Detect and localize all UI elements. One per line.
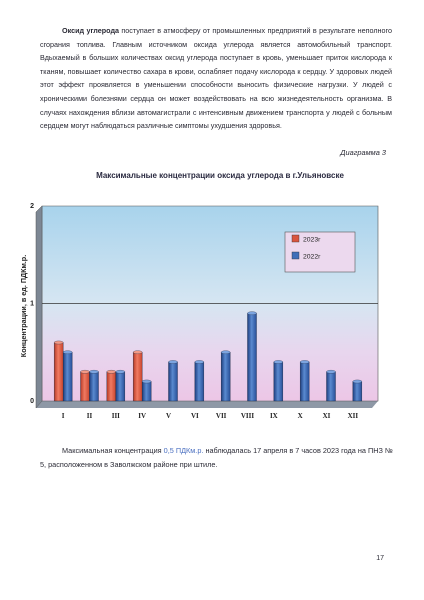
bar-2022г-I — [63, 352, 72, 401]
bar-top-2023г-IV — [133, 351, 142, 354]
bar-2022г-IX — [274, 362, 283, 401]
legend-swatch-2023г — [292, 235, 299, 242]
plot-floor — [36, 401, 378, 408]
bar-2022г-VIII — [248, 313, 257, 401]
bar-top-2022г-XII — [353, 380, 362, 383]
bar-top-2022г-VII — [221, 351, 230, 354]
bar-2023г-II — [81, 372, 90, 401]
bar-top-2022г-VIII — [248, 312, 257, 315]
y-tick-label: 2 — [30, 203, 34, 210]
bar-top-2022г-III — [116, 370, 125, 373]
bar-2022г-IV — [142, 382, 151, 402]
bar-2022г-X — [300, 362, 309, 401]
x-tick-label: XI — [322, 412, 331, 420]
paragraph-term: Оксид углерода — [62, 26, 119, 35]
caption-value: 0,5 ПДКм.р. — [163, 446, 204, 455]
x-tick-label: VIII — [240, 412, 255, 420]
bar-2023г-III — [107, 372, 116, 401]
bar-2022г-XII — [353, 382, 362, 402]
bar-2022г-III — [116, 372, 125, 401]
x-tick-label: VI — [190, 412, 199, 420]
bar-2023г-IV — [133, 352, 142, 401]
bar-2023г-I — [54, 343, 63, 402]
y-tick-label: 1 — [30, 300, 34, 308]
bar-top-2022г-VI — [195, 360, 204, 363]
bar-2022г-XI — [327, 372, 336, 401]
x-tick-label: X — [297, 412, 303, 420]
bar-top-2022г-IV — [142, 380, 151, 383]
x-tick-label: VII — [215, 412, 227, 420]
x-tick-label: II — [86, 412, 93, 420]
bar-2022г-VI — [195, 362, 204, 401]
legend-label-2022г: 2022г — [303, 253, 321, 261]
x-tick-label: XII — [347, 412, 359, 420]
chart-legend — [285, 232, 355, 272]
x-tick-label: III — [111, 412, 120, 420]
bar-top-2023г-III — [107, 370, 116, 373]
page-number: 17 — [376, 555, 384, 562]
x-tick-label: IV — [138, 412, 147, 420]
chart-title: Максимальные концентрации оксида углерода в г.Ульяновске — [96, 171, 344, 180]
bar-top-2022г-I — [63, 351, 72, 354]
y-axis-label: Концентрации, в ед. ПДКм.р. — [19, 254, 28, 358]
bar-2022г-II — [90, 372, 99, 401]
plot-left-wall — [36, 206, 42, 408]
bar-top-2023г-II — [81, 370, 90, 373]
x-tick-label: I — [61, 412, 65, 420]
caption-suffix: наблюдалась 17 апреля в 7 часов 2023 года на ПНЗ № 5, расположенном в Заволжском районе при штиле. — [40, 446, 393, 469]
bar-2022г-VII — [221, 352, 230, 401]
body-paragraph — [40, 24, 392, 133]
bar-top-2023г-I — [54, 341, 63, 344]
bar-top-2022г-V — [169, 360, 178, 363]
bar-top-2022г-II — [90, 370, 99, 373]
y-tick-label: 0 — [30, 398, 34, 405]
x-tick-label: IX — [269, 412, 278, 420]
bar-2022г-V — [169, 362, 178, 401]
caption-prefix: Максимальная концентрация — [62, 446, 164, 455]
legend-label-2023г: 2023г — [303, 236, 321, 244]
bar-top-2022г-X — [300, 360, 309, 363]
legend-swatch-2022г — [292, 252, 299, 259]
bar-top-2022г-IX — [274, 360, 283, 363]
diagram-label: Диаграмма 3 — [340, 148, 386, 157]
bar-top-2022г-XI — [327, 370, 336, 373]
caption-paragraph — [40, 444, 400, 472]
x-tick-label: V — [165, 412, 172, 420]
paragraph-text: поступает в атмосферу от промышленных предприятий в результате неполного сгорания топлива. Главным источником оксида углерода является автомобильный транспорт. Вдыхаемый в больших количествах оксид углерода поступает в кровь, уменьшает приток кислорода к тканям, повышает количество сахара в крови, ослабляет подачу кислорода к сердцу. У здоровых людей этот эффект проявляется в уменьшении способности выносить физические нагрузки. У людей с хроническими болезнями сердца он может воздействовать на всю жизнедеятельность организма. В случаях нахождения вблизи автомагистрали с интенсивным движением транспорта у людей с больным сердцем могут наблюдаться различные симптомы ухудшения здоровья. — [40, 26, 392, 131]
bar-chart — [19, 194, 398, 426]
